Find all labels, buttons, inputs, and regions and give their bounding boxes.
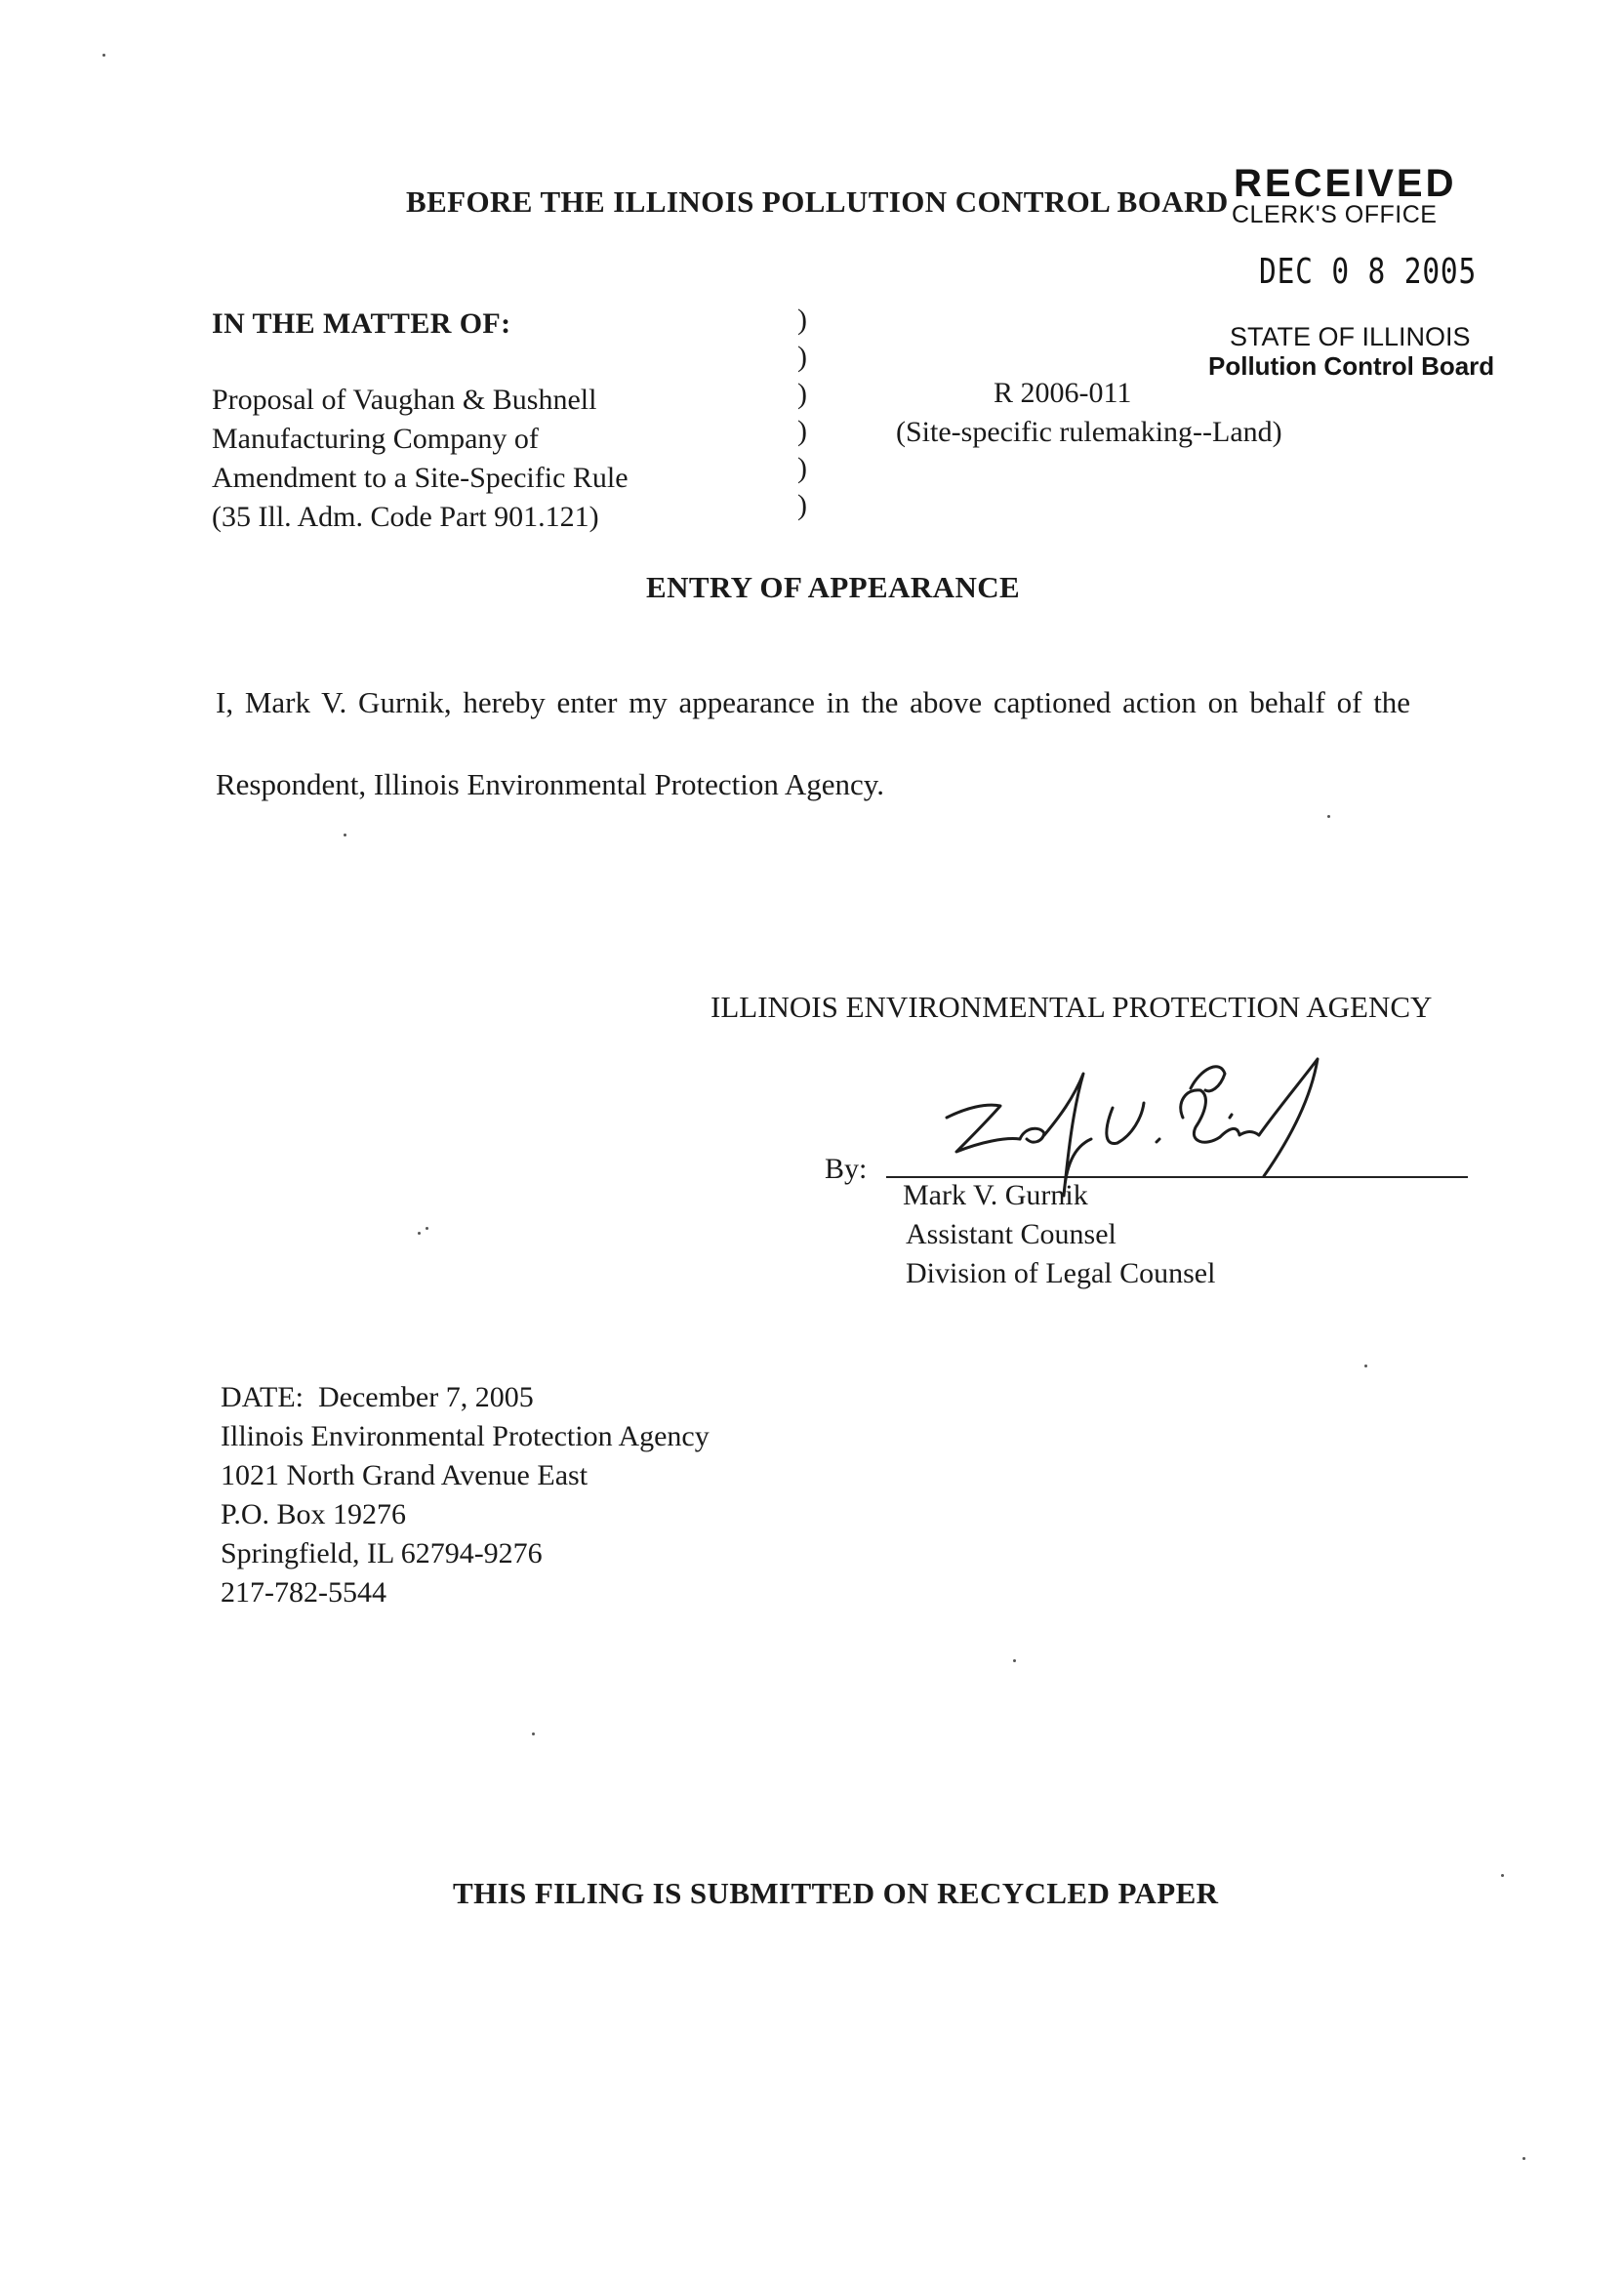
scan-speck <box>1522 2157 1525 2160</box>
scan-speck <box>418 1232 421 1235</box>
address-po-box: P.O. Box 19276 <box>221 1498 407 1530</box>
scan-speck <box>532 1732 535 1735</box>
matter-line: Manufacturing Company of <box>212 423 539 455</box>
document-heading: BEFORE THE ILLINOIS POLLUTION CONTROL BOARD <box>406 184 1229 219</box>
scan-speck <box>426 1227 428 1230</box>
stamp-board: Pollution Control Board <box>1208 351 1495 381</box>
address-phone: 217-782-5544 <box>221 1576 386 1609</box>
signature-agency: ILLINOIS ENVIRONMENTAL PROTECTION AGENCY <box>710 990 1433 1024</box>
paren: ) <box>797 489 807 521</box>
matter-label: IN THE MATTER OF: <box>212 307 511 340</box>
body-line-2: Respondent, Illinois Environmental Protection Agency. <box>216 767 885 801</box>
address-agency: Illinois Environmental Protection Agency <box>221 1420 710 1452</box>
scan-speck <box>102 54 105 57</box>
scan-speck <box>1364 1365 1367 1367</box>
matter-line: Proposal of Vaughan & Bushnell <box>212 384 597 416</box>
address-block <box>221 1378 710 1612</box>
stamp-date: DEC 0 8 2005 <box>1259 252 1478 292</box>
stamp-state: STATE OF ILLINOIS <box>1230 322 1471 351</box>
by-label: By: <box>825 1153 868 1185</box>
matter-description <box>212 381 629 537</box>
signer-name: Mark V. Gurnik <box>903 1179 1088 1211</box>
paren: ) <box>797 452 807 484</box>
recycled-paper-notice: THIS FILING IS SUBMITTED ON RECYCLED PAPER <box>453 1876 1219 1910</box>
scan-speck <box>344 834 346 836</box>
filing-date: DATE: December 7, 2005 <box>221 1381 534 1413</box>
paren: ) <box>797 341 807 373</box>
paren: ) <box>797 378 807 410</box>
stamp-clerks-office: CLERK'S OFFICE <box>1232 201 1438 228</box>
scan-speck <box>1501 1874 1504 1877</box>
matter-line: (35 Ill. Adm. Code Part 901.121) <box>212 501 599 533</box>
caption-parentheses <box>797 305 807 527</box>
paren: ) <box>797 415 807 447</box>
signer-division: Division of Legal Counsel <box>906 1257 1216 1289</box>
document-title: ENTRY OF APPEARANCE <box>646 570 1021 604</box>
signer-title: Assistant Counsel <box>906 1218 1116 1250</box>
scan-speck <box>1327 815 1330 818</box>
address-street: 1021 North Grand Avenue East <box>221 1459 589 1491</box>
scan-speck <box>1013 1659 1016 1662</box>
case-type: (Site-specific rulemaking--Land) <box>896 416 1282 448</box>
paren: ) <box>797 304 807 336</box>
stamp-received: RECEIVED <box>1234 162 1457 205</box>
case-number: R 2006-011 <box>994 377 1132 409</box>
body-line-1: I, Mark V. Gurnik, hereby enter my appearance in the above captioned action on behalf of the <box>216 685 1411 719</box>
matter-line: Amendment to a Site-Specific Rule <box>212 462 629 494</box>
address-city: Springfield, IL 62794-9276 <box>221 1537 543 1569</box>
